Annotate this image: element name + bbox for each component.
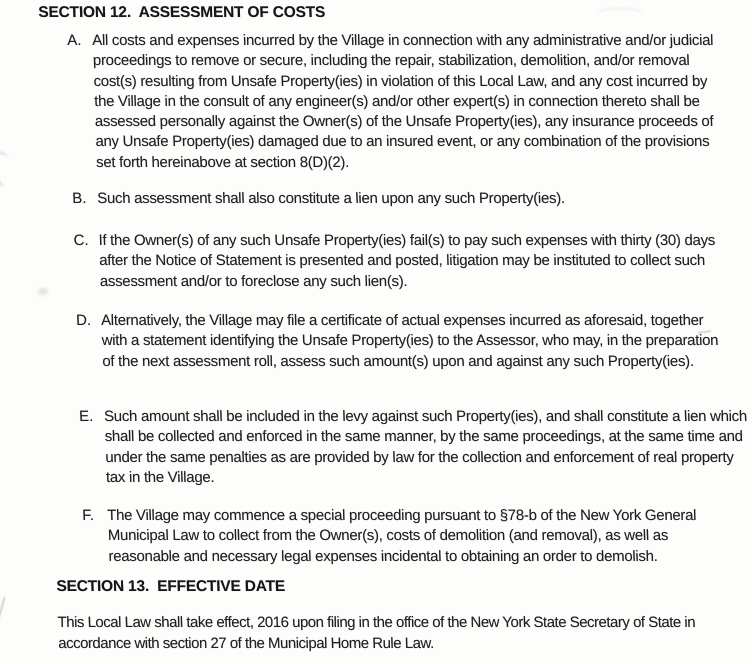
clause-item-f (16, 506, 752, 567)
clause-item-b (6, 189, 752, 209)
section-13-heading: SECTION 13. EFFECTIVE DATE (56, 578, 286, 595)
clause-text: The Village may commence a special proceeding pursuant to §78-b of the New York General Municipal Law to collect from the Owner(s), costs of demolition (and removal), as well as reasonable and necessary legal expenses incidental to obtaining an order to demolish. (106, 507, 697, 565)
clause-letter: F. (81, 507, 95, 524)
clause-item-a (1, 31, 752, 173)
clause-text: Alternatively, the Village may file a certificate of actual expenses incurred as aforesaid, together with a statement identifying the Unsafe Property(ies) to the Assessor, who may, in the preparation of the next assessment roll, assess such amount(s) upon and against any such Property(ies). (100, 312, 719, 370)
clause-letter: D. (75, 312, 92, 329)
scan-artifact (0, 597, 6, 651)
clause-item-e (13, 407, 752, 488)
clause-text: Such assessment shall also constitute a lien upon any such Property(ies). (96, 190, 566, 207)
clause-text: All costs and expenses incurred by the Village in connection with any administrative and/or judicial proceedings to remove or secure, including the repair, stabilization, demolition, and/or removal cost(s) resulting from Unsafe Property(ies) in violation of this Local Law, and any cost incurred by the Village in the consult of any engineer(s) and/or other expert(s) in connection thereto shall be assessed personally against the Owner(s) of the Unsafe Property(ies), any insurance proceeds of any Unsafe Property(ies) damaged due to an insured event, or any combination of the provisions set forth hereinabove at section 8(D)(2). (92, 32, 714, 171)
clause-text: Such amount shall be included in the levy against such Property(ies), and shall constitute a lien which shall be collected and enforced in the same manner, by the same proceedings, at the same time and under the same penalties as are provided by law for the collection and enforcement of real property tax in the Village. (103, 408, 748, 486)
clause-letter: E. (78, 408, 94, 425)
section-12-heading: SECTION 12. ASSESSMENT OF COSTS (38, 4, 326, 21)
clause-item-d (10, 311, 752, 372)
clause-item-c (7, 231, 752, 292)
clause-letter: C. (73, 232, 89, 249)
effective-date-paragraph: This Local Law shall take effect, 2016 upon filing in the office of the New York State Secretary of State in accordance with section 27 of the Municipal Home Rule Law. (57, 614, 696, 652)
clause-letter: B. (71, 190, 87, 207)
clause-text: If the Owner(s) of any such Unsafe Property(ies) fail(s) to pay such expenses with thirty (30) days after the Notice of Statement is presented and posted, litigation may be instituted to collect such assessment and/or to foreclose any such lien(s). (98, 232, 716, 290)
clause-letter: A. (67, 32, 82, 49)
